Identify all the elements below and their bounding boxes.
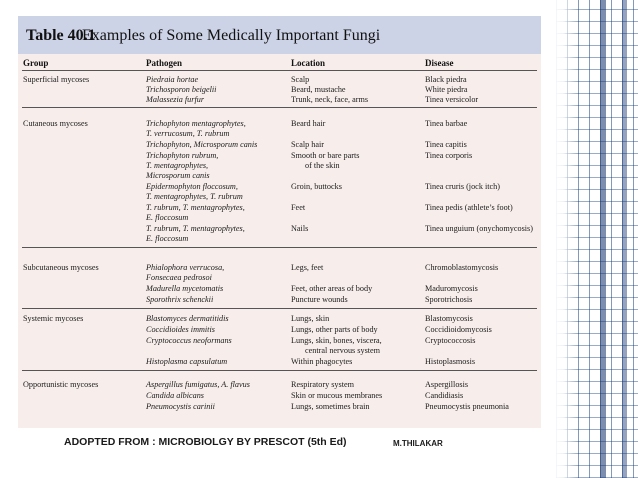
group-divider (22, 107, 537, 108)
location-cell: Beard, mustache (291, 85, 346, 94)
group-label: Systemic mycoses (23, 314, 84, 323)
pathogen-cell: Trichosporon beigelii (146, 85, 217, 94)
group-divider (22, 247, 537, 248)
pathogen-cell: Malassezia furfur (146, 95, 205, 104)
author-credit: M.THILAKAR (393, 439, 443, 448)
pathogen-cell: Epidermophyton floccosum, (146, 182, 238, 191)
location-cell: Lungs, sometimes brain (291, 402, 370, 411)
group-divider (22, 308, 537, 309)
location-cell: Puncture wounds (291, 295, 348, 304)
disease-cell: Candidiasis (425, 391, 464, 400)
pathogen-cell: Microsporum canis (146, 171, 210, 180)
column-header-location: Location (291, 58, 326, 68)
disease-cell: Aspergillosis (425, 380, 469, 389)
location-cell: Scalp hair (291, 140, 324, 149)
location-cell: of the skin (305, 161, 340, 170)
column-header-group: Group (23, 58, 49, 68)
group-label: Subcutaneous mycoses (23, 263, 99, 272)
header-rule (22, 70, 537, 71)
disease-cell: White piedra (425, 85, 468, 94)
pathogen-cell: Trichophyton, Microsporum canis (146, 140, 258, 149)
pathogen-cell: Blastomyces dermatitidis (146, 314, 229, 323)
pathogen-cell: Histoplasma capsulatum (146, 357, 228, 366)
column-header-disease: Disease (425, 58, 454, 68)
location-cell: Nails (291, 224, 309, 233)
disease-cell: Histoplasmosis (425, 357, 476, 366)
location-cell: Lungs, skin, bones, viscera, (291, 336, 382, 345)
pathogen-cell: Cryptococcus neoformans (146, 336, 232, 345)
location-cell: Feet, other areas of body (291, 284, 373, 293)
pathogen-cell: T. mentagrophytes, T. rubrum (146, 192, 243, 201)
disease-cell: Tinea pedis (athlete’s foot) (425, 203, 513, 212)
pathogen-cell: Candida albicans (146, 391, 204, 400)
table-number: Table 40.1 (26, 27, 96, 44)
location-cell: Beard hair (291, 119, 326, 128)
pathogen-cell: T. rubrum, T. mentagrophytes, (146, 224, 245, 233)
pathogen-cell: Pneumocystis carinii (146, 402, 215, 411)
pathogen-cell: Coccidioides immitis (146, 325, 215, 334)
disease-cell: Tinea cruris (jock itch) (425, 182, 500, 191)
location-cell: Legs, feet (291, 263, 324, 272)
group-divider (22, 370, 537, 371)
pathogen-cell: Aspergillus fumigatus, A. flavus (146, 380, 250, 389)
decorative-glow (548, 0, 578, 478)
location-cell: Lungs, skin (291, 314, 330, 323)
pathogen-cell: T. verrucosum, T. rubrum (146, 129, 230, 138)
pathogen-cell: Sporothrix schenckii (146, 295, 214, 304)
disease-cell: Pneumocystis pneumonia (425, 402, 509, 411)
group-label: Superficial mycoses (23, 75, 90, 84)
disease-cell: Black piedra (425, 75, 467, 84)
location-cell: central nervous system (305, 346, 381, 355)
source-citation: ADOPTED FROM : MICROBIOLGY BY PRESCOT (5th Ed) (64, 436, 347, 448)
table-panel (18, 16, 541, 428)
disease-cell: Coccidioidomycosis (425, 325, 492, 334)
location-cell: Trunk, neck, face, arms (291, 95, 369, 104)
pathogen-cell: Madurella mycetomatis (146, 284, 224, 293)
disease-cell: Maduromycosis (425, 284, 478, 293)
column-header-pathogen: Pathogen (146, 58, 182, 68)
pathogen-cell: Piedraia hortae (146, 75, 199, 84)
table-title: Examples of Some Medically Important Fungi (82, 27, 381, 44)
location-cell: Feet (291, 203, 306, 212)
disease-cell: Tinea unguium (onychomycosis) (425, 224, 533, 233)
decorative-stripe (600, 0, 606, 478)
location-cell: Respiratory system (291, 380, 354, 389)
disease-cell: Tinea capitis (425, 140, 467, 149)
pathogen-cell: E. floccosum (146, 213, 189, 222)
location-cell: Scalp (291, 75, 310, 84)
pathogen-cell: Fonsecaea pedrosoi (146, 273, 212, 282)
disease-cell: Blastomycosis (425, 314, 473, 323)
disease-cell: Tinea versicolor (425, 95, 479, 104)
disease-cell: Tinea barbae (425, 119, 468, 128)
location-cell: Smooth or bare parts (291, 151, 360, 160)
pathogen-cell: T. mentagrophytes, (146, 161, 209, 170)
pathogen-cell: Trichophyton mentagrophytes, (146, 119, 246, 128)
pathogen-cell: Trichophyton rubrum, (146, 151, 219, 160)
disease-cell: Tinea corporis (425, 151, 473, 160)
table-title-bar (18, 16, 541, 54)
decorative-stripe (622, 0, 627, 478)
disease-cell: Chromoblastomycosis (425, 263, 499, 272)
location-cell: Within phagocytes (291, 357, 353, 366)
pathogen-cell: T. rubrum, T. mentagrophytes, (146, 203, 245, 212)
disease-cell: Sporotrichosis (425, 295, 473, 304)
location-cell: Groin, buttocks (291, 182, 342, 191)
disease-cell: Cryptococcosis (425, 336, 476, 345)
group-label: Opportunistic mycoses (23, 380, 99, 389)
location-cell: Skin or mucous membranes (291, 391, 383, 400)
group-label: Cutaneous mycoses (23, 119, 88, 128)
pathogen-cell: Phialophora verrucosa, (146, 263, 225, 272)
pathogen-cell: E. floccosum (146, 234, 189, 243)
location-cell: Lungs, other parts of body (291, 325, 378, 334)
